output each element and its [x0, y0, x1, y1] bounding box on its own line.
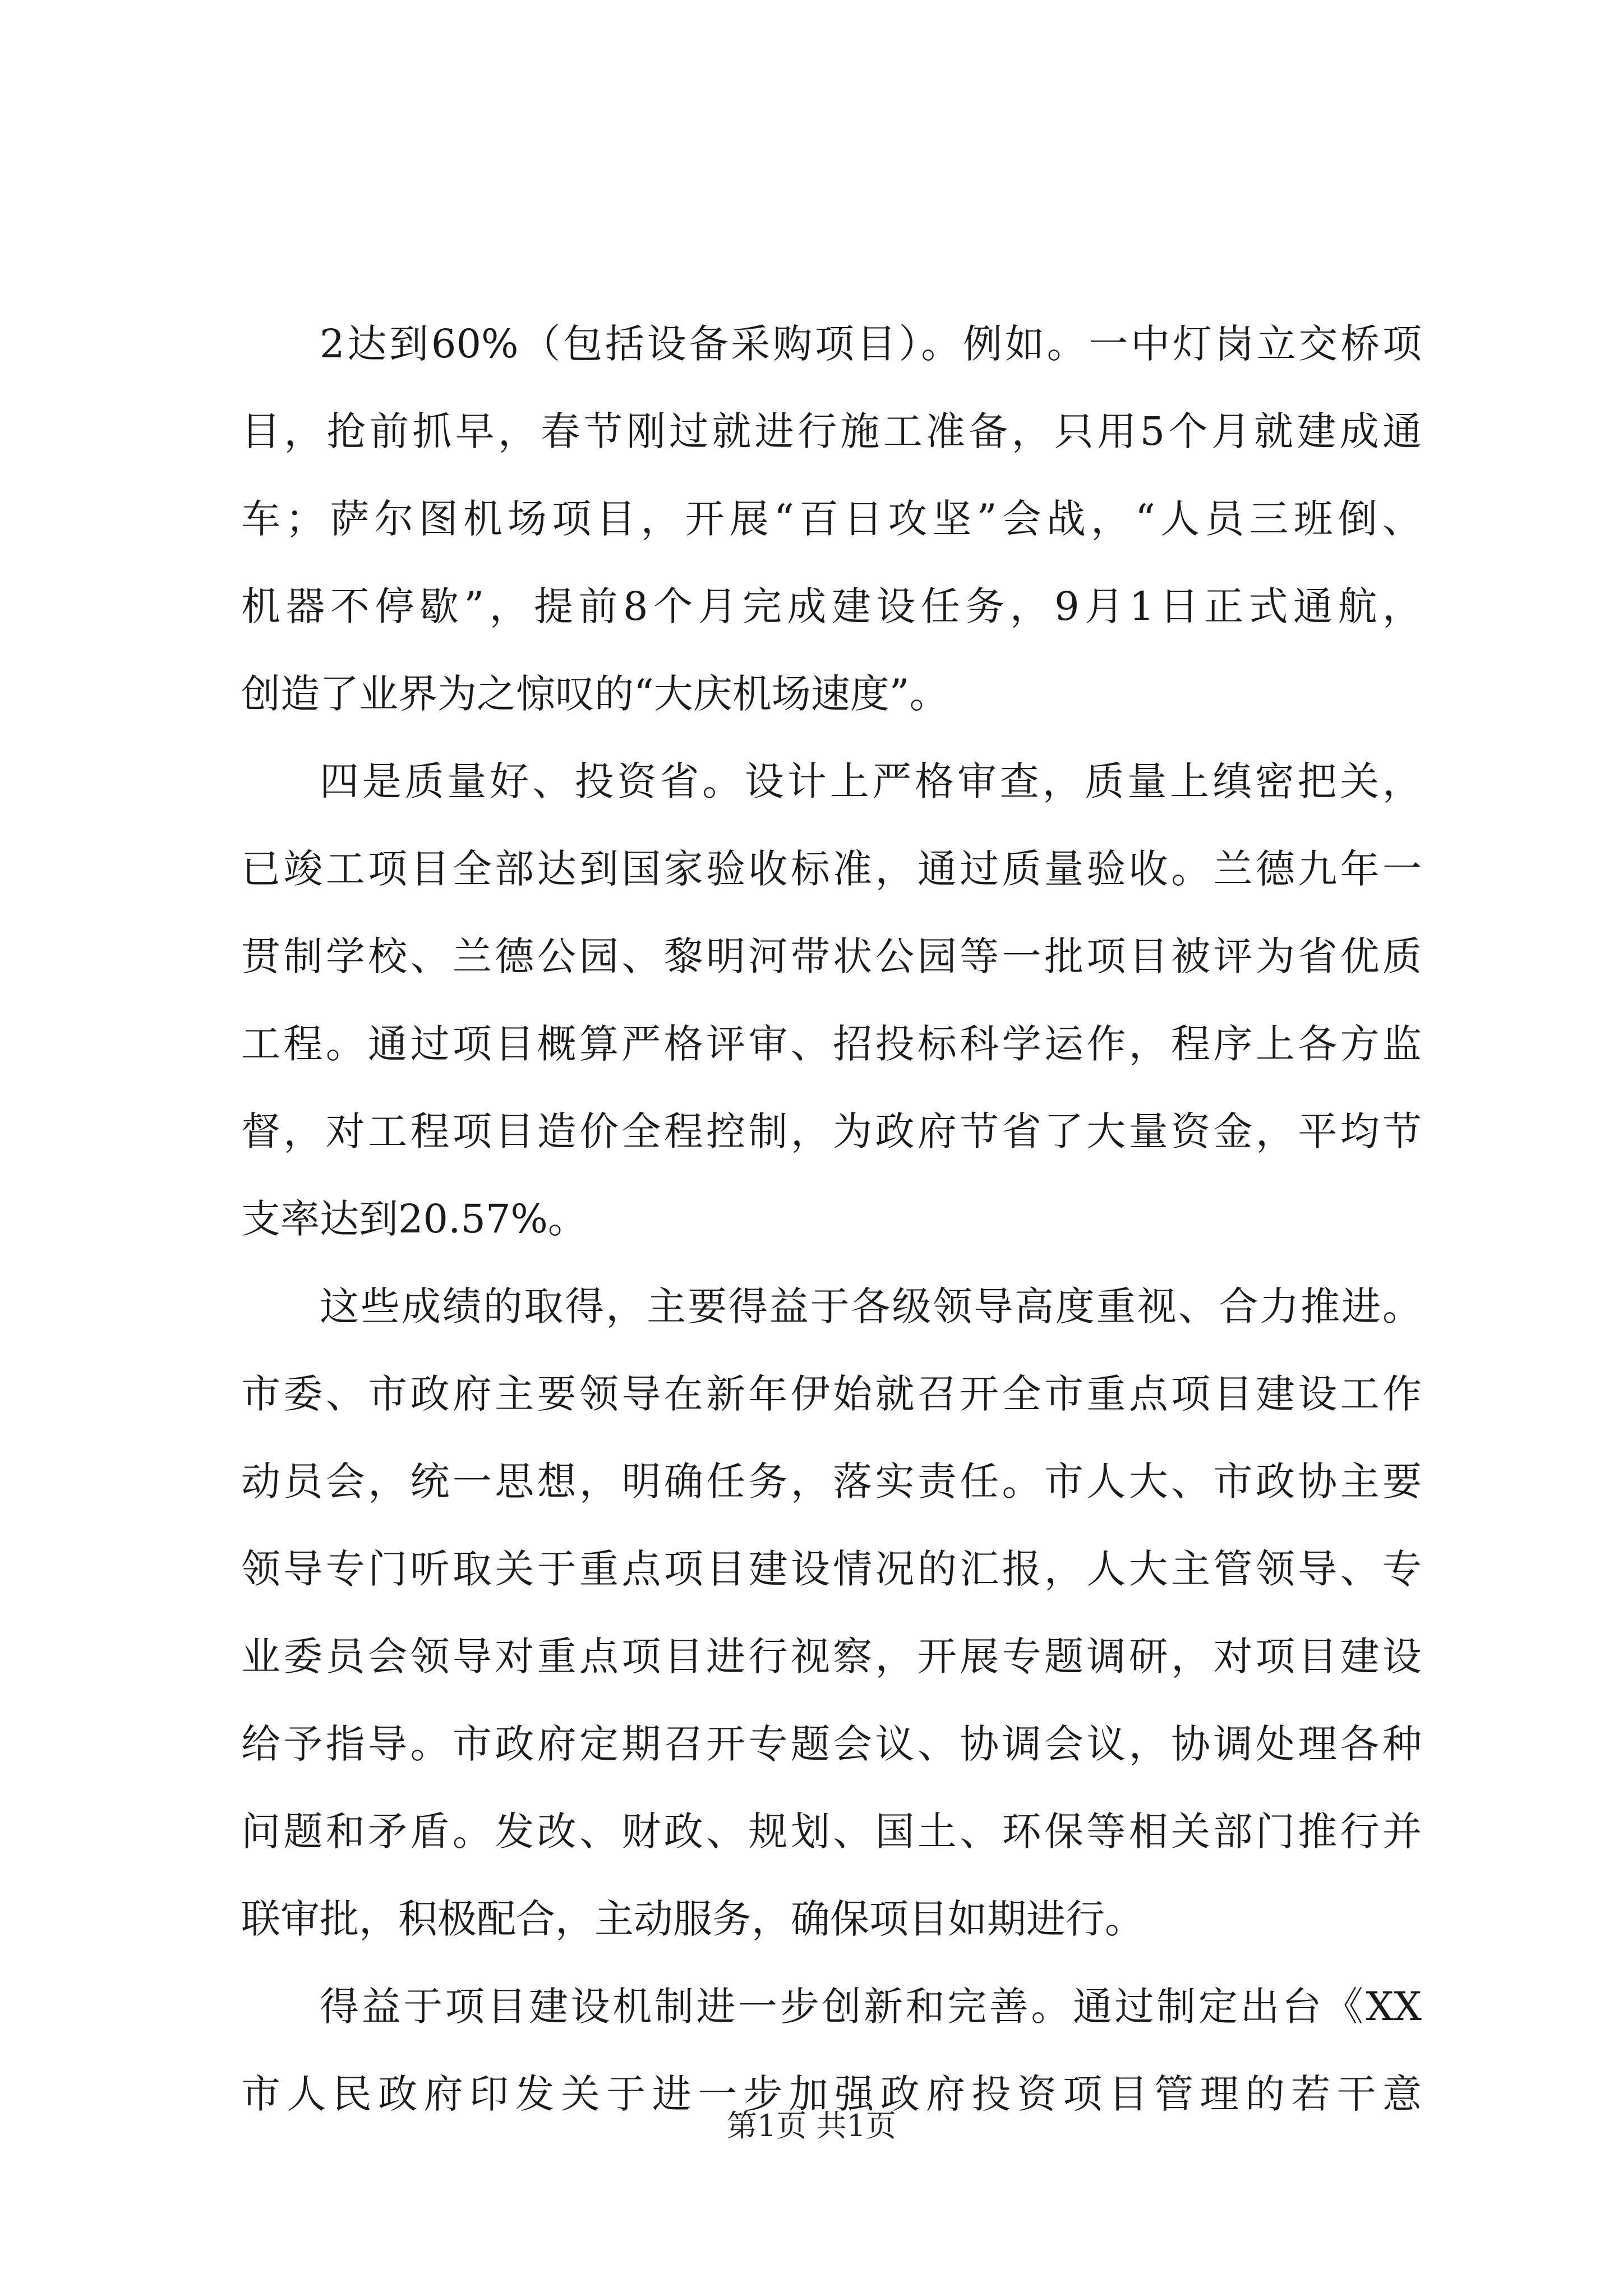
- text-line: 业委员会领导对重点项目进行视察，开展专题调研，对项目建设: [241, 1634, 1422, 1680]
- text-line: 车；萨尔图机场项目，开展“百日攻坚”会战，“人员三班倒、: [241, 496, 1422, 542]
- body-text: [241, 300, 1422, 2138]
- text-line: 市委、市政府主要领导在新年伊始就召开全市重点项目建设工作: [241, 1371, 1422, 1417]
- text-line: 工程。通过项目概算严格评审、招投标科学运作，程序上各方监: [241, 1021, 1422, 1067]
- text-line: 督，对工程项目造价全程控制，为政府节省了大量资金，平均节: [241, 1108, 1422, 1154]
- text-line: 机器不停歇”，提前8个月完成建设任务，9月1日正式通航，: [241, 583, 1422, 629]
- text-line: 四是质量好、投资省。设计上严格审查，质量上缜密把关，: [320, 758, 1422, 804]
- text-line: 贯制学校、兰德公园、黎明河带状公园等一批项目被评为省优质: [241, 933, 1422, 979]
- text-line: 领导专门听取关于重点项目建设情况的汇报，人大主管领导、专: [241, 1546, 1422, 1592]
- text-line: 创造了业界为之惊叹的“大庆机场速度”。: [241, 671, 949, 717]
- page-footer: 第1页 共1页: [727, 2108, 896, 2143]
- text-line: 给予指导。市政府定期召开专题会议、协调会议，协调处理各种: [241, 1721, 1422, 1767]
- text-line: 目，抢前抓早，春节刚过就进行施工准备，只用5个月就建成通: [241, 408, 1422, 454]
- text-line: 已竣工项目全部达到国家验收标准，通过质量验收。兰德九年一: [241, 846, 1422, 892]
- text-line: 市人民政府印发关于进一步加强政府投资项目管理的若干意: [241, 2071, 1422, 2117]
- text-line: 2达到60%（包括设备采购项目）。例如。一中灯岗立交桥项: [320, 321, 1422, 367]
- text-line: 这些成绩的取得，主要得益于各级领导高度重视、合力推进。: [320, 1283, 1422, 1329]
- text-line: 动员会，统一思想，明确任务，落实责任。市人大、市政协主要: [241, 1458, 1422, 1504]
- text-line: 支率达到20.57%。: [241, 1196, 587, 1242]
- text-line: 得益于项目建设机制进一步创新和完善。通过制定出台《XX: [320, 1984, 1422, 2030]
- text-line: 问题和矛盾。发改、财政、规划、国土、环保等相关部门推行并: [241, 1809, 1422, 1855]
- text-line: 联审批，积极配合，主动服务，确保项目如期进行。: [241, 1896, 1144, 1942]
